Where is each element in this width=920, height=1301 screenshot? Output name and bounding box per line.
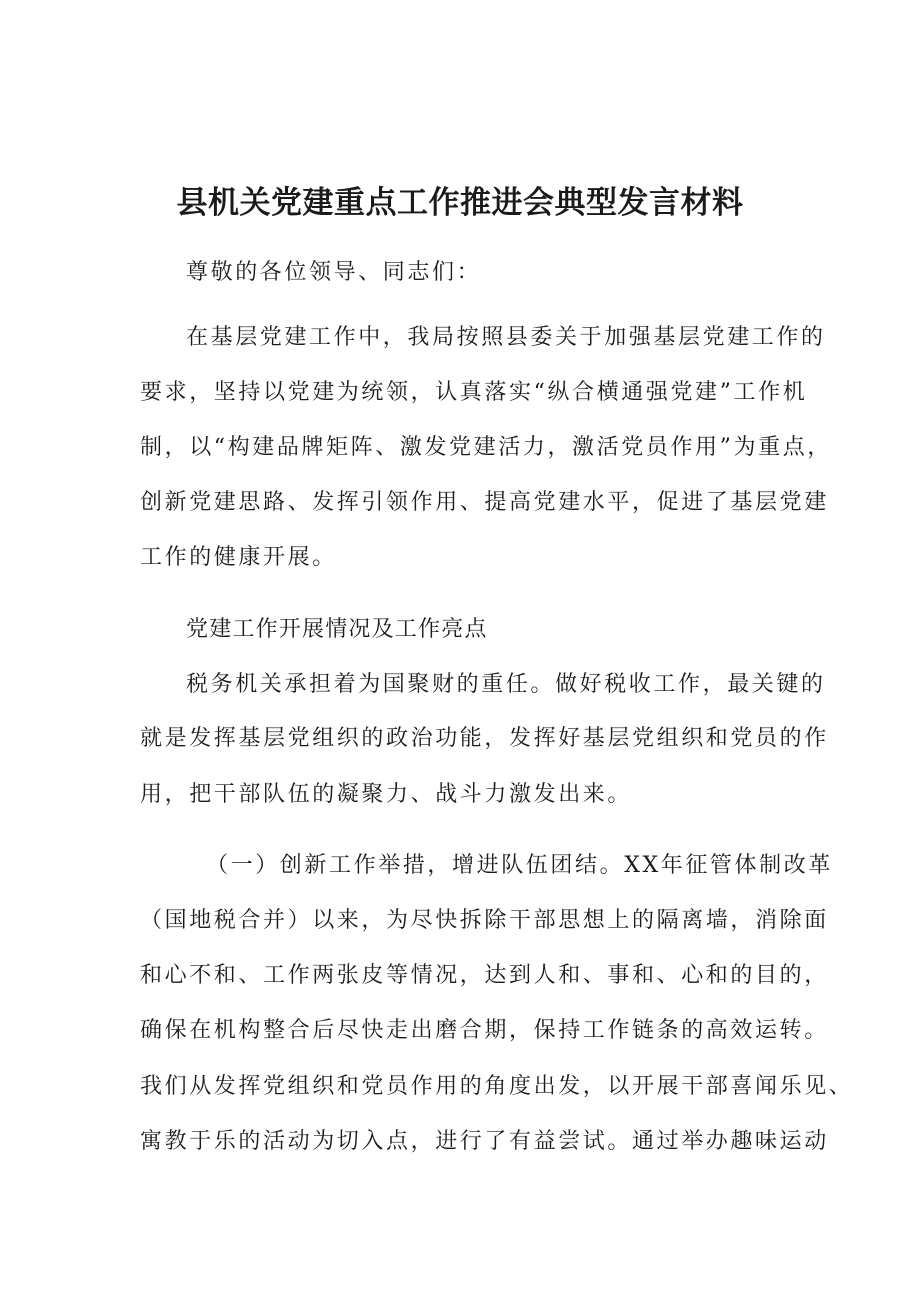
paragraph-line: 和心不和、工作两张皮等情况，达到人和、事和、心和的目的， — [140, 963, 829, 988]
paragraph-line: 我们从发挥党组织和党员作用的角度出发，以开展干部喜闻乐见、 — [140, 1074, 854, 1099]
paragraph-line: 工作的健康开展。 — [140, 545, 337, 570]
document-title: 县机关党建重点工作推进会典型发言材料 — [176, 185, 744, 221]
paragraph-line: （国地税合并）以来，为尽快拆除干部思想上的隔离墙，消除面 — [140, 908, 829, 933]
paragraph-line: 税务机关承担着为国聚财的重任。做好税收工作，最关键的 — [186, 672, 826, 697]
paragraph-line: 制，以“构建品牌矩阵、激发党建活力，激活党员作用”为重点， — [140, 435, 832, 460]
section-heading: 党建工作开展情况及工作亮点 — [186, 617, 488, 642]
paragraph-line: 寓教于乐的活动为切入点，进行了有益尝试。通过举办趣味运动 — [140, 1129, 829, 1154]
paragraph-line: 要求，坚持以党建为统领，认真落实“纵合横通强党建”工作机 — [140, 380, 808, 405]
paragraph-line: 就是发挥基层党组织的政治功能，发挥好基层党组织和党员的作 — [140, 726, 829, 751]
greeting-line: 尊敬的各位领导、同志们： — [186, 260, 482, 285]
paragraph-line: （一）创新工作举措，增进队伍团结。XX年征管体制改革 — [206, 853, 833, 878]
paragraph-line: 创新党建思路、发挥引领作用、提高党建水平，促进了基层党建 — [140, 490, 829, 515]
paragraph-line: 用，把干部队伍的凝聚力、战斗力激发出来。 — [140, 782, 633, 807]
paragraph-line: 确保在机构整合后尽快走出磨合期，保持工作链条的高效运转。 — [140, 1018, 829, 1043]
paragraph-line: 在基层党建工作中，我局按照县委关于加强基层党建工作的 — [186, 325, 826, 350]
